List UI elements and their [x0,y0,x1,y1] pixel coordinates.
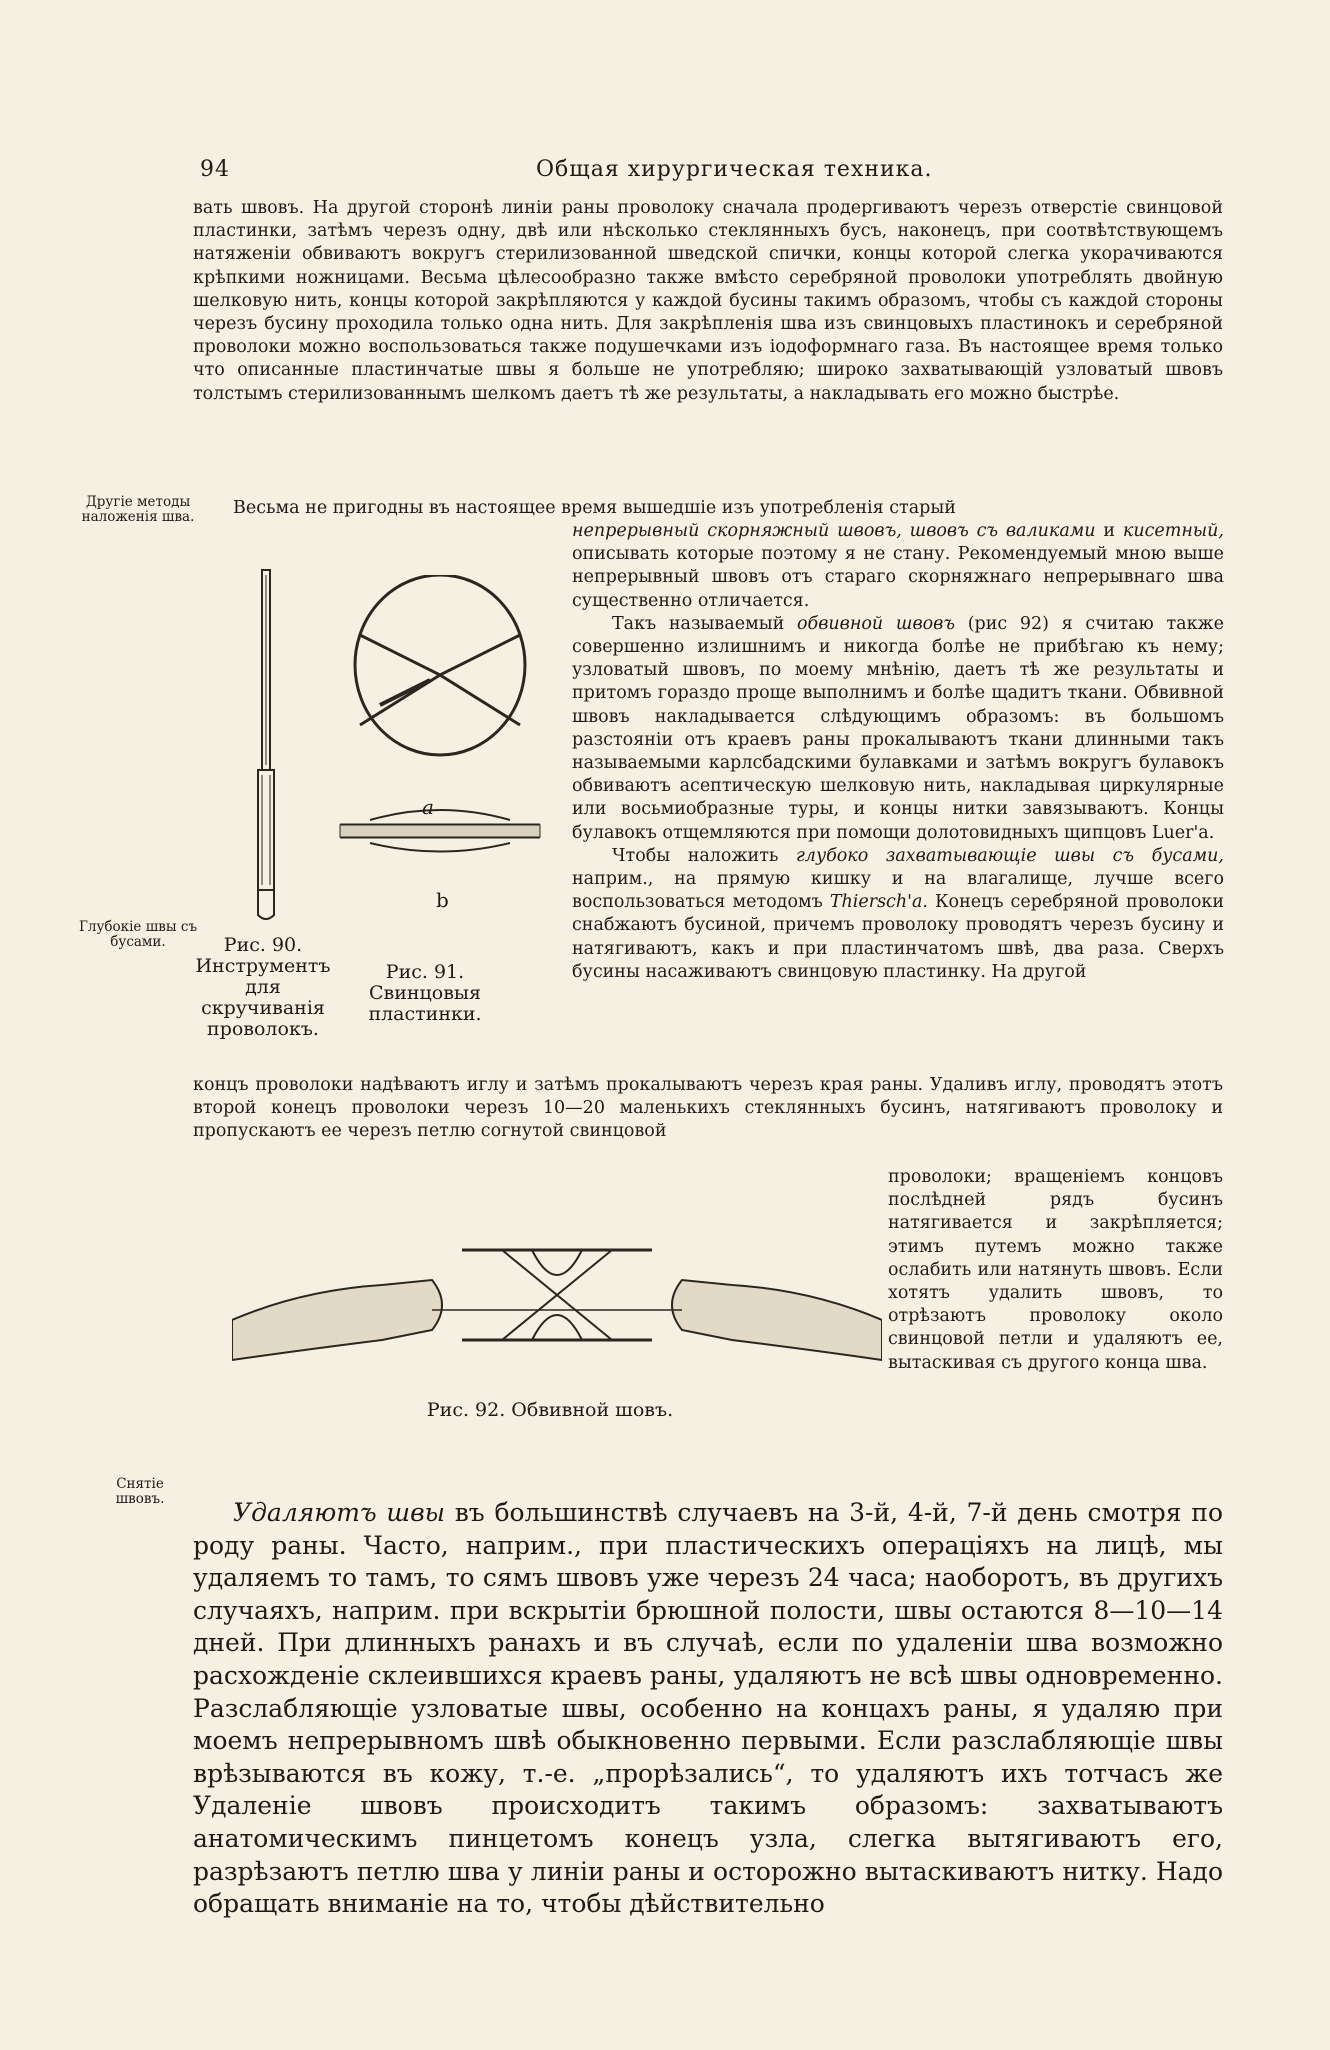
term-purse-suture: кисетный, [1122,521,1224,541]
paragraph-text: Такъ называемый [612,613,785,634]
paragraph-deep-sutures-continued [193,1074,1223,1144]
paragraph-text: (рис 92) я считаю также совершенно излишнимъ и никогда болѣе не прибѣгаю къ нему; узловатый швовъ, по моему мнѣнію, даетъ тѣ же результаты и притомъ гораздо проще выполнимъ и болѣе щадитъ ткани. Обвивной швовъ накладывается слѣдующимъ образомъ: въ большомъ разстояніи отъ краевъ раны прокалываютъ ткани длинными такъ называемыми карлсбадскими булавками и затѣмъ вокругъ булавокъ обвиваютъ асептическую шелковую нить, накладывая циркулярные или восьмиобразные туры, и концы нитки завязываютъ. Концы булавокъ отщемляются при помощи долотовидныхъ щипцовъ Luer'а. [572,613,1224,843]
running-title: Общая хирургическая техника. [536,157,933,182]
figure-90-caption: Рис. 90. Инструментъ для скручиванія проволокъ. [195,934,331,1040]
right-column-text [572,520,1224,984]
paragraph-old-sutures-a [193,497,1223,520]
paragraph-plate-sutures [193,197,1223,406]
paragraph-text: Чтобы наложить [612,845,779,866]
margin-note-other-methods: Другіе методы наложенія шва. [81,494,195,525]
paragraph-text: вать швовъ. На другой сторонѣ линіи раны проволоку сначала продергиваютъ черезъ отверстіе свинцовой пластинки, затѣмъ черезъ одну, двѣ или нѣсколько стеклянныхъ бусъ, наконецъ, при соотвѣтствующемъ натяженіи обвиваютъ вокругъ стерилизованной шведской спички, концы которой слегка укорачиваются крѣпкими ножницами. Весьма цѣлесообразно также вмѣсто серебряной проволоки употреблять двойную шелковую нить, концы которой закрѣпляются у каждой бусины такимъ образомъ, чтобы съ каждой стороны черезъ бусину проходила только одна нить. Для закрѣпленія шва изъ свинцовыхъ пластинокъ и серебряной проволоки можно воспользоваться также подушечками изъ іодоформнаго газа. Въ настоящее время только что описанные пластинчатые швы я больше не употребляю; широко захватывающій узловатый швовъ толстымъ стерилизованнымъ шелкомъ даетъ тѣ же результаты, а накладывать его можно быстрѣе. [193,198,1223,404]
figure-92-wrap-suture [232,1190,882,1390]
paragraph-text: проволоки; вращеніемъ концовъ послѣдней рядъ бусинъ натягивается и закрѣпляется; этимъ путемъ можно также ослабить или натянуть швовъ. Если хотятъ удалить швовъ, то отрѣзаютъ проволоку около свинцовой петли и удаляютъ ее, вытаскивая съ другого конца шва. [888,1167,1223,1373]
figure-91-caption: Рис. 91. Свинцовыя пластинки. [368,961,482,1025]
figure-92-caption: Рис. 92. Обвивной шовъ. [426,1399,674,1421]
paragraph-text: Конецъ серебряной проволоки снабжаютъ бусиной, причемъ проволоку проводятъ черезъ бусину и натягиваютъ, какъ и при пластинчатомъ швѣ, два раза. Сверхъ бусины насаживаютъ свинцовую пластинку. На другой [572,892,1224,982]
margin-note-removal: Снятіе швовъ. [115,1476,165,1507]
figure-91-lead-plates [320,575,560,875]
conjunction: и [1103,521,1116,541]
margin-note-deep-sutures: Глубокіе швы съ бусами. [78,919,198,950]
figure-90-instrument [240,565,290,925]
paragraph-removal-of-sutures [193,1472,1223,1946]
term-continuous-suture: непрерывный скорняжный швовъ, швовъ съ валиками [572,521,1096,541]
page-number: 94 [200,157,230,182]
right-column-removal-text [888,1166,1223,1375]
paragraph-text: описывать которые поэтому я не стану. Рекомендуемый мною выше непрерывный швовъ отъ стараго скорняжнаго непрерывнаго шва существенно отличается. [572,544,1224,611]
term-deep-sutures: глубоко захватывающіе швы съ бусами, [795,845,1224,866]
figure-91-label-b: b [436,888,449,912]
paragraph-text: наприм., на прямую кишку и на влагалище, лучше всего воспользоваться методомъ [572,869,1224,913]
term-thiersch: Thiersch'а. [829,892,928,913]
term-remove-sutures: Удаляютъ швы [233,1498,445,1527]
paragraph-text: концъ проволоки надѣваютъ иглу и затѣмъ прокалываютъ черезъ края раны. Удаливъ иглу, проводятъ этотъ второй конецъ проволоки черезъ 10—20 маленькихъ стеклянныхъ бусинъ, натягиваютъ проволоку и пропускаютъ ее черезъ петлю согнутой свинцовой [193,1075,1223,1142]
term-wrap-suture: обвивной швовъ [796,613,956,634]
paragraph-text: Весьма не пригодны въ настоящее время вышедшіе изъ употребленія старый [233,498,956,518]
paragraph-text: въ большинствѣ случаевъ на 3-й, 4-й, 7-й день смотря по роду раны. Часто, наприм., при пластическихъ операціяхъ на лицѣ, мы удаляемъ то тамъ, то сямъ швовъ уже черезъ 24 часа; наоборотъ, въ другихъ случаяхъ, наприм. при вскрытіи брюшной полости, швы остаются 8—10—14 дней. При длинныхъ ранахъ и въ случаѣ, если по удаленіи шва возможно расхожденіе склеившихся краевъ раны, удаляютъ не всѣ швы одновременно. Разслабляющіе узловатые швы, особенно на концахъ раны, я удаляю при моемъ непрерывномъ швѣ обыкновенно первыми. Если разслабляющіе швы врѣзываются въ кожу, т.-е. „прорѣзались“, то удаляютъ ихъ тотчасъ же Удаленіе швовъ происходитъ такимъ образомъ: захватываютъ анатомическимъ пинцетомъ конецъ узла, слегка вытягиваютъ его, разрѣзаютъ петлю шва у линіи раны и осторожно вытаскиваютъ нитку. Надо обращать вниманіе на то, чтобы дѣйствительно [193,1498,1223,1919]
figure-91-label-a: a [422,795,434,819]
